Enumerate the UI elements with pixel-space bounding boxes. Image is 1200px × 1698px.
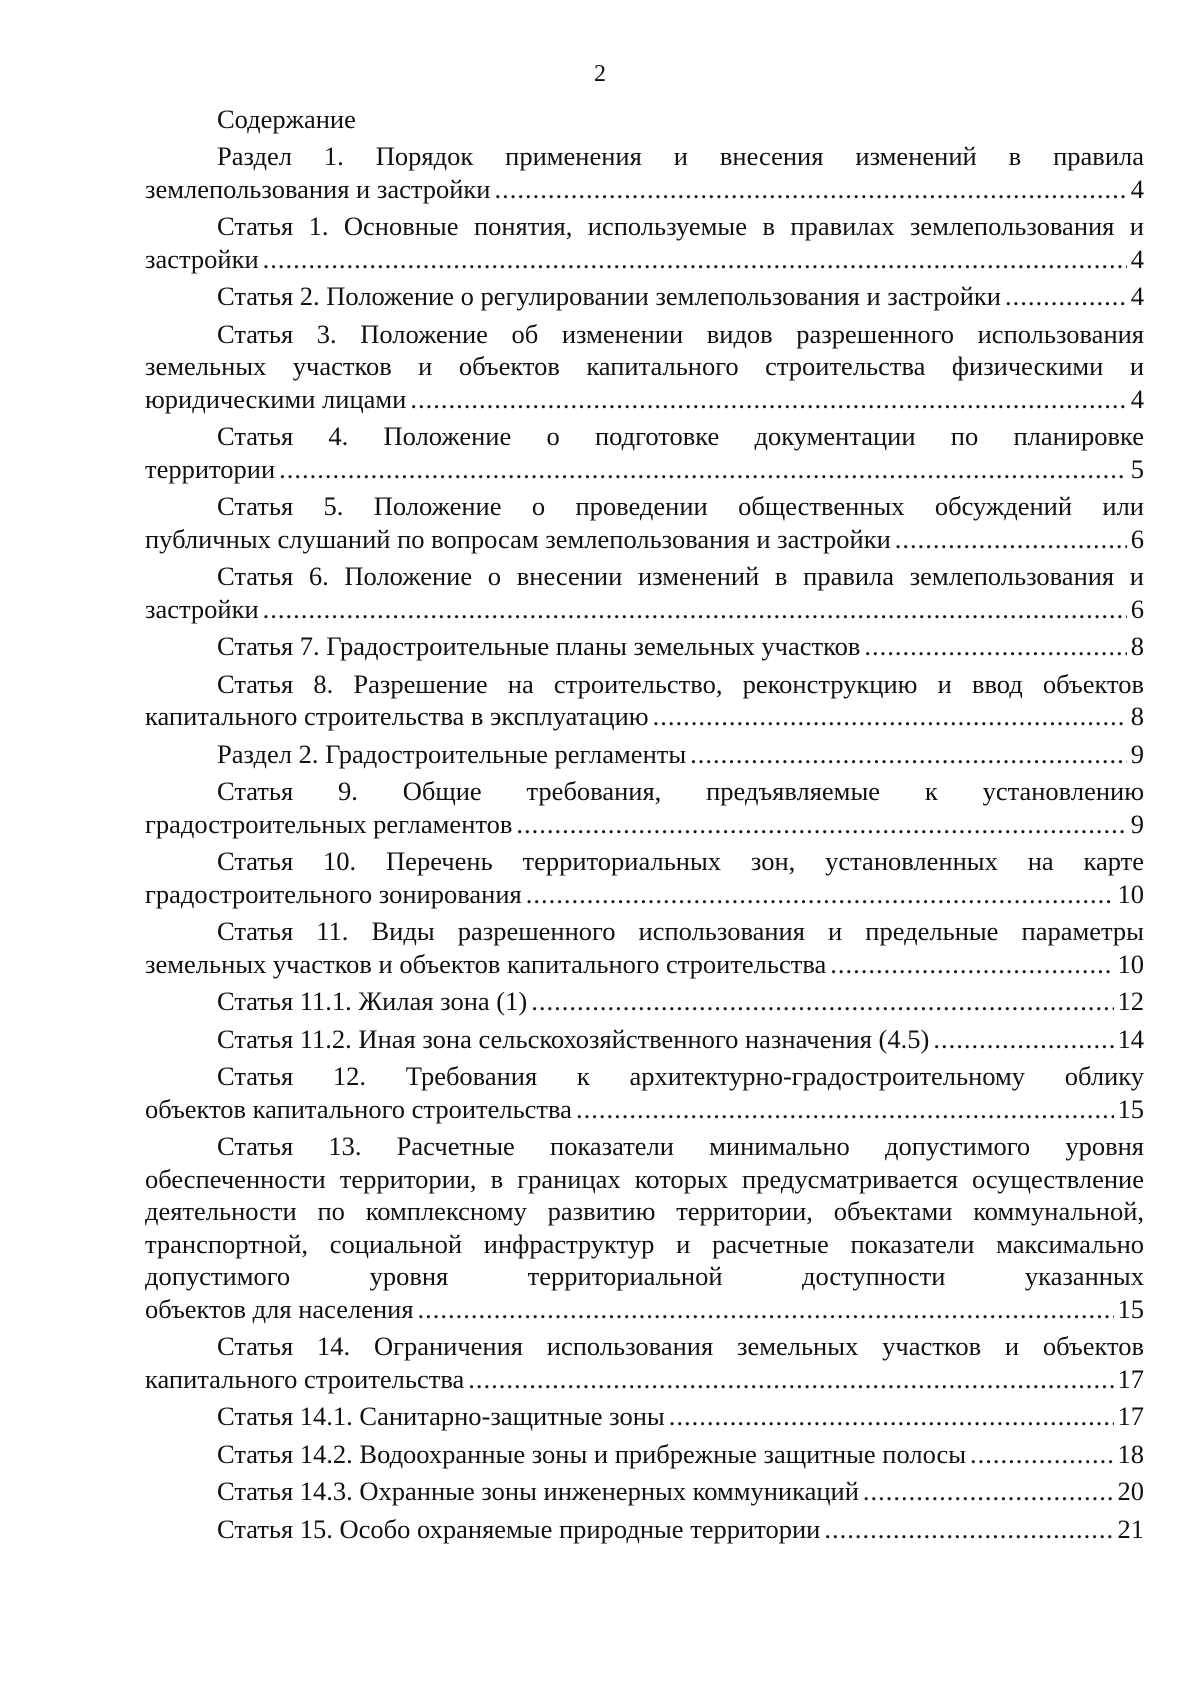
toc-page-number: 9: [1130, 808, 1144, 839]
toc-entry-text: земельных участков и объектов капитального строительства: [145, 948, 827, 979]
toc-entry-text: Статья 11.2. Иная зона сельскохозяйственного назначения (4.5): [217, 1023, 930, 1054]
toc-entry[interactable]: [145, 1330, 1144, 1395]
toc-page-number: 14: [1117, 1023, 1144, 1054]
toc-page-number: 21: [1117, 1513, 1144, 1544]
toc-entry-line: [145, 593, 1144, 626]
toc-entry[interactable]: [145, 1400, 1144, 1433]
toc-entry-text: застройки: [145, 593, 259, 624]
toc-leader-dots: [690, 738, 1127, 771]
toc-leader-dots: [516, 808, 1126, 841]
toc-entry-heading: Статья 10. Перечень территориальных зон, установленных на карте: [217, 846, 1144, 876]
toc-entry-line: [145, 383, 1144, 416]
toc-entry-heading: Статья 3. Положение об изменении видов разрешенного использования земельных участков и объектов капитального строительства физическими и: [145, 318, 1144, 381]
toc-entry-heading: Статья 5. Положение о проведении общественных обсуждений или: [217, 491, 1144, 521]
toc-entry[interactable]: [145, 915, 1144, 980]
toc-page-number: 12: [1117, 986, 1144, 1016]
toc-entry[interactable]: [145, 985, 1144, 1018]
toc-entry-line: [145, 948, 1144, 981]
toc-entry[interactable]: [145, 1513, 1144, 1546]
toc-entry-heading: Раздел 1. Порядок применения и внесения изменений в правила: [217, 141, 1144, 171]
toc-entry-line: [145, 453, 1144, 486]
toc-page-number: 17: [1117, 1401, 1144, 1431]
toc-entry-line: [145, 1023, 1144, 1056]
toc-entry-text: территории: [145, 453, 276, 484]
toc-entry-line: [145, 738, 1144, 771]
toc-entry[interactable]: [145, 1438, 1144, 1471]
toc-entry-line: [145, 1513, 1144, 1546]
toc-entry[interactable]: [145, 668, 1144, 733]
toc-entry-text: застройки: [145, 243, 259, 274]
toc-leader-dots: [970, 1438, 1113, 1471]
toc-entry-heading: Статья 9. Общие требования, предъявляемые к установлению: [217, 776, 1144, 806]
toc-entry-text: Статья 14.1. Санитарно-защитные зоны: [217, 1401, 665, 1431]
toc-entry-text: градостроительных регламентов: [145, 808, 513, 839]
toc-page-number: 15: [1117, 1093, 1144, 1124]
toc-leader-dots: [895, 523, 1127, 556]
toc-page-number: 8: [1130, 701, 1144, 731]
toc-entry[interactable]: [145, 560, 1144, 625]
toc-page-number: 4: [1130, 173, 1144, 204]
toc-entry-line: [145, 1475, 1144, 1508]
toc-page-number: 6: [1130, 593, 1144, 624]
toc-entries: [145, 140, 1144, 1545]
toc-entry[interactable]: [145, 490, 1144, 555]
toc-leader-dots: [830, 948, 1113, 981]
toc-page-number: 20: [1117, 1476, 1144, 1506]
toc-entry[interactable]: [145, 630, 1144, 663]
toc-entry-heading: Статья 14. Ограничения использования земельных участков и объектов: [217, 1331, 1144, 1361]
toc-entry[interactable]: [145, 845, 1144, 910]
toc-entry-line: [145, 1363, 1144, 1396]
toc-entry-heading: Статья 8. Разрешение на строительство, реконструкцию и ввод объектов: [217, 668, 1144, 699]
toc-entry-line: [145, 1293, 1144, 1326]
toc-leader-dots: [263, 243, 1127, 276]
toc-entry[interactable]: [145, 210, 1144, 275]
toc-entry-text: Статья 14.3. Охранные зоны инженерных коммуникаций: [217, 1476, 859, 1506]
toc-entry-line: [145, 808, 1144, 841]
toc-page-number: 4: [1130, 383, 1144, 414]
toc-entry[interactable]: [145, 318, 1144, 416]
toc-title: Содержание: [217, 104, 356, 134]
toc-entry-text: объектов для населения: [145, 1293, 414, 1324]
toc-leader-dots: [418, 1293, 1114, 1326]
toc-page-number: 10: [1117, 948, 1144, 979]
toc-leader-dots: [863, 1475, 1114, 1508]
toc-leader-dots: [824, 1513, 1113, 1546]
toc-entry[interactable]: [145, 1060, 1144, 1125]
toc-page-number: 10: [1117, 878, 1144, 909]
toc-entry-line: [145, 1400, 1144, 1433]
toc-leader-dots: [263, 593, 1127, 626]
toc-entry-line: [145, 878, 1144, 911]
page-number: 2: [594, 61, 606, 87]
toc-entry-line: [145, 630, 1144, 663]
toc-page-number: 4: [1130, 281, 1144, 311]
toc-entry-text: Статья 15. Особо охраняемые природные территории: [217, 1513, 821, 1544]
toc-leader-dots: [669, 1400, 1114, 1433]
table-of-contents: [145, 103, 1144, 1550]
toc-entry-line: [145, 243, 1144, 276]
toc-entry-heading: Статья 12. Требования к архитектурно-градостроительному облику: [217, 1061, 1144, 1091]
toc-page-number: 8: [1130, 631, 1144, 661]
toc-entry-line: [145, 280, 1144, 313]
toc-page-number: 18: [1117, 1438, 1144, 1469]
toc-entry-heading: Статья 4. Положение о подготовке документации по планировке: [217, 421, 1144, 451]
toc-leader-dots: [864, 630, 1126, 663]
toc-entry-heading: Статья 6. Положение о внесении изменений в правила землепользования и: [217, 561, 1144, 591]
toc-page-number: 4: [1130, 243, 1144, 274]
toc-entry[interactable]: [145, 280, 1144, 313]
toc-entry-text: публичных слушаний по вопросам землепользования и застройки: [145, 523, 891, 554]
toc-page-number: 6: [1130, 523, 1144, 554]
toc-entry-line: [145, 700, 1144, 733]
toc-entry[interactable]: [145, 1023, 1144, 1056]
toc-entry-text: Статья 14.2. Водоохранные зоны и прибрежные защитные полосы: [217, 1438, 967, 1469]
toc-leader-dots: [933, 1023, 1113, 1056]
toc-entry[interactable]: [145, 775, 1144, 840]
toc-entry-text: Статья 2. Положение о регулировании землепользования и застройки: [217, 281, 1001, 311]
toc-entry-text: юридическими лицами: [145, 383, 407, 414]
toc-entry[interactable]: [145, 420, 1144, 485]
toc-entry-line: [145, 1438, 1144, 1471]
toc-entry[interactable]: [145, 140, 1144, 205]
toc-page-number: 5: [1130, 453, 1144, 484]
toc-entry-heading: Статья 1. Основные понятия, используемые в правилах землепользования и: [217, 211, 1144, 241]
toc-entry-line: [145, 985, 1144, 1018]
toc-entry-text: Статья 7. Градостроительные планы земельных участков: [217, 631, 861, 661]
toc-page-number: 15: [1117, 1293, 1144, 1324]
toc-entry-line: [145, 523, 1144, 556]
toc-leader-dots: [526, 878, 1114, 911]
toc-leader-dots: [531, 985, 1113, 1018]
toc-entry-text: землепользования и застройки: [145, 173, 491, 204]
toc-entry-heading: Статья 11. Виды разрешенного использования и предельные параметры: [217, 916, 1144, 946]
toc-entry-text: градостроительного зонирования: [145, 878, 522, 909]
toc-entry-text: капитального строительства в эксплуатацию: [145, 701, 649, 731]
toc-page-number: 17: [1117, 1363, 1144, 1394]
toc-entry[interactable]: [145, 738, 1144, 771]
toc-leader-dots: [279, 453, 1127, 486]
toc-leader-dots: [653, 700, 1127, 733]
toc-entry-text: Раздел 2. Градостроительные регламенты: [217, 738, 687, 769]
toc-entry[interactable]: [145, 1130, 1144, 1325]
toc-entry[interactable]: [145, 1475, 1144, 1508]
toc-leader-dots: [1005, 280, 1127, 313]
toc-leader-dots: [576, 1093, 1114, 1126]
toc-leader-dots: [410, 383, 1126, 416]
toc-entry-line: [145, 173, 1144, 206]
toc-entry-text: капитального строительства: [145, 1363, 465, 1394]
toc-page-number: 9: [1130, 738, 1144, 769]
toc-leader-dots: [468, 1363, 1113, 1396]
toc-entry-heading: Статья 13. Расчетные показатели минимально допустимого уровня обеспеченности территории, в границах которых предусматривается осуществление деятельности по комплексному развитию территории, объектами коммунальной, транспортной, социальной инфраструктур и расчетные показатели максимально допустимого уровня территориальной доступности указанных: [145, 1131, 1144, 1291]
toc-entry-text: Статья 11.1. Жилая зона (1): [217, 986, 528, 1016]
toc-entry-text: объектов капитального строительства: [145, 1093, 572, 1124]
toc-entry-line: [145, 1093, 1144, 1126]
toc-leader-dots: [494, 173, 1126, 206]
